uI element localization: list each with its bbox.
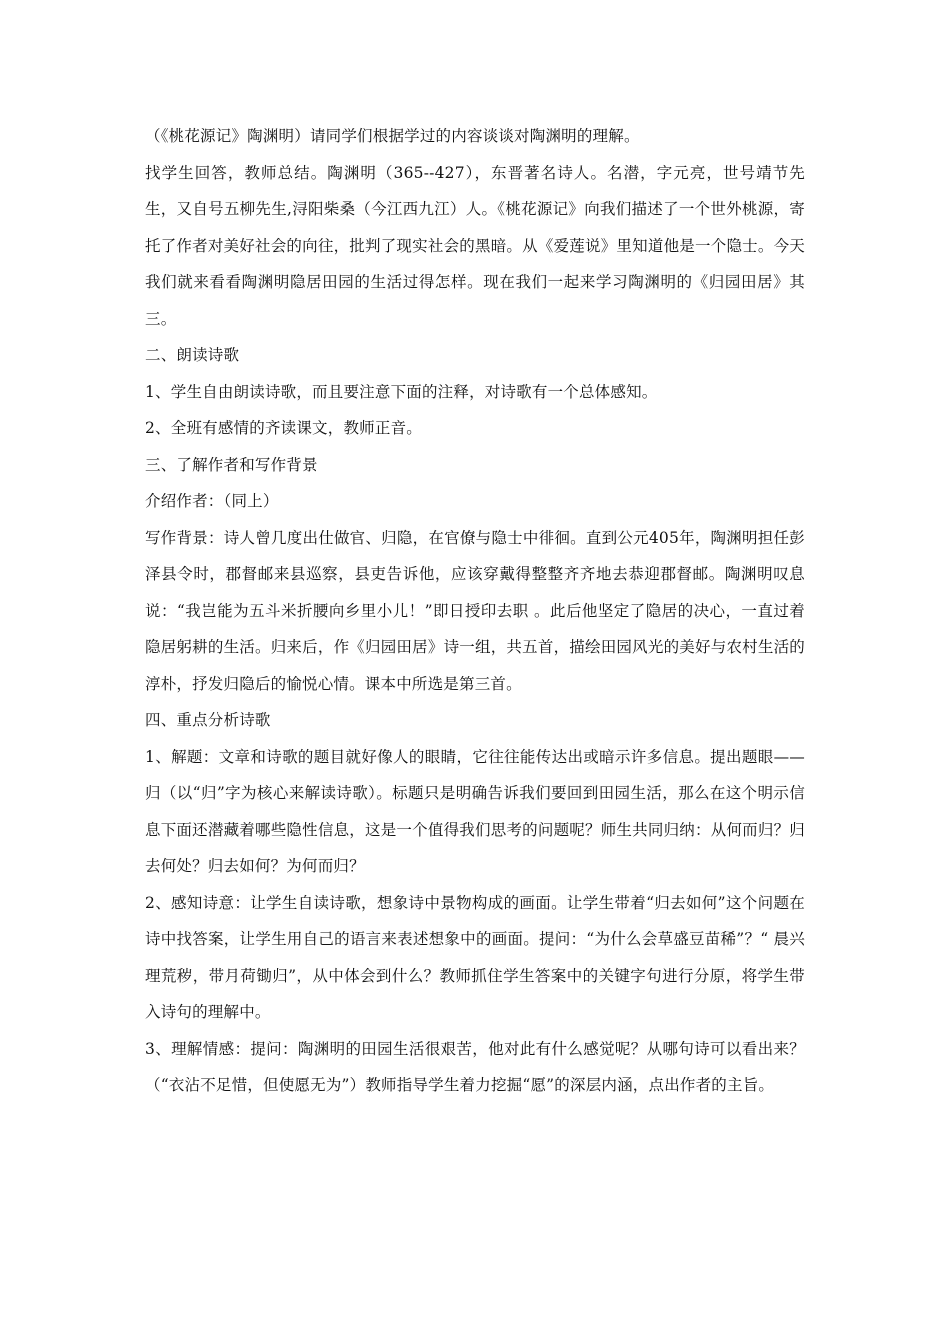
section-heading-author-background: 三、了解作者和写作背景 [145,455,318,474]
section-heading-reading: 二、朗读诗歌 [145,346,240,364]
section-heading-analysis: 四、重点分析诗歌 [145,711,271,729]
document-body [145,118,805,1104]
paragraph-author-intro: 介绍作者：（同上） [145,492,279,510]
paragraph-reading-step-2: 2、全班有感情的齐读课文，教师正音。 [145,419,422,437]
paragraph-analysis-meaning: 2、感知诗意：让学生自读诗歌，想象诗中景物构成的画面。让学生带着“归去如何”这个问题在诗中找答案，让学生用自己的语言来表述想象中的画面。提问：“为什么会草盛豆苗稀”？“ 晨兴理荒秽，带月荷锄归”，从中体会到什么？教师抓住学生答案中的关键字句进行分原，将学生带入诗句的理解中。 [145,893,805,1021]
paragraph-analysis-title: 1、解题：文章和诗歌的题目就好像人的眼睛，它往往能传达出或暗示许多信息。提出题眼——归（以“归”字为核心来解读诗歌）。标题只是明确告诉我们要回到田园生活，那么在这个明示信息下面还潜藏着哪些隐性信息，这是一个值得我们思考的问题呢？师生共同归纳：从何而归？归去何处？归去如何？为何而归？ [145,747,805,875]
paragraph-analysis-emotion: 3、理解情感：提问：陶渊明的田园生活很艰苦，他对此有什么感觉呢？从哪句诗可以看出来？（“衣沾不足惜，但使愿无为”）教师指导学生着力挖掘“愿”的深层内涵，点出作者的主旨。 [145,1039,805,1094]
paragraph-teacher-summary: 找学生回答，教师总结。陶渊明（365--427），东晋著名诗人。名潜，字元亮，世号靖节先生，又自号五柳先生,浔阳柴桑（今江西九江）人。《桃花源记》向我们描述了一个世外桃源，寄托了作者对美好社会的向往，批判了现实社会的黑暗。从《爱莲说》里知道他是一个隐士。今天我们就来看看陶渊明隐居田园的生活过得怎样。现在我们一起来学习陶渊明的《归园田居》其三。 [145,163,805,328]
paragraph-intro-question: （《桃花源记》陶渊明）请同学们根据学过的内容谈谈对陶渊明的理解。 [145,127,640,145]
paragraph-writing-background: 写作背景：诗人曾几度出仕做官、归隐，在官僚与隐士中徘徊。直到公元405年，陶渊明担任彭泽县令时，郡督邮来县巡察，县吏告诉他，应该穿戴得整整齐齐地去恭迎郡督邮。陶渊明叹息说：“我岂能为五斗米折腰向乡里小儿！”即日授印去职 。此后他坚定了隐居的决心，一直过着隐居躬耕的生活。归来后，作《归园田居》诗一组，共五首，描绘田园风光的美好与农村生活的淳朴，抒发归隐后的愉悦心情。课本中所选是第三首。 [145,528,805,693]
paragraph-reading-step-1: 1、学生自由朗读诗歌，而且要注意下面的注释，对诗歌有一个总体感知。 [145,382,658,401]
